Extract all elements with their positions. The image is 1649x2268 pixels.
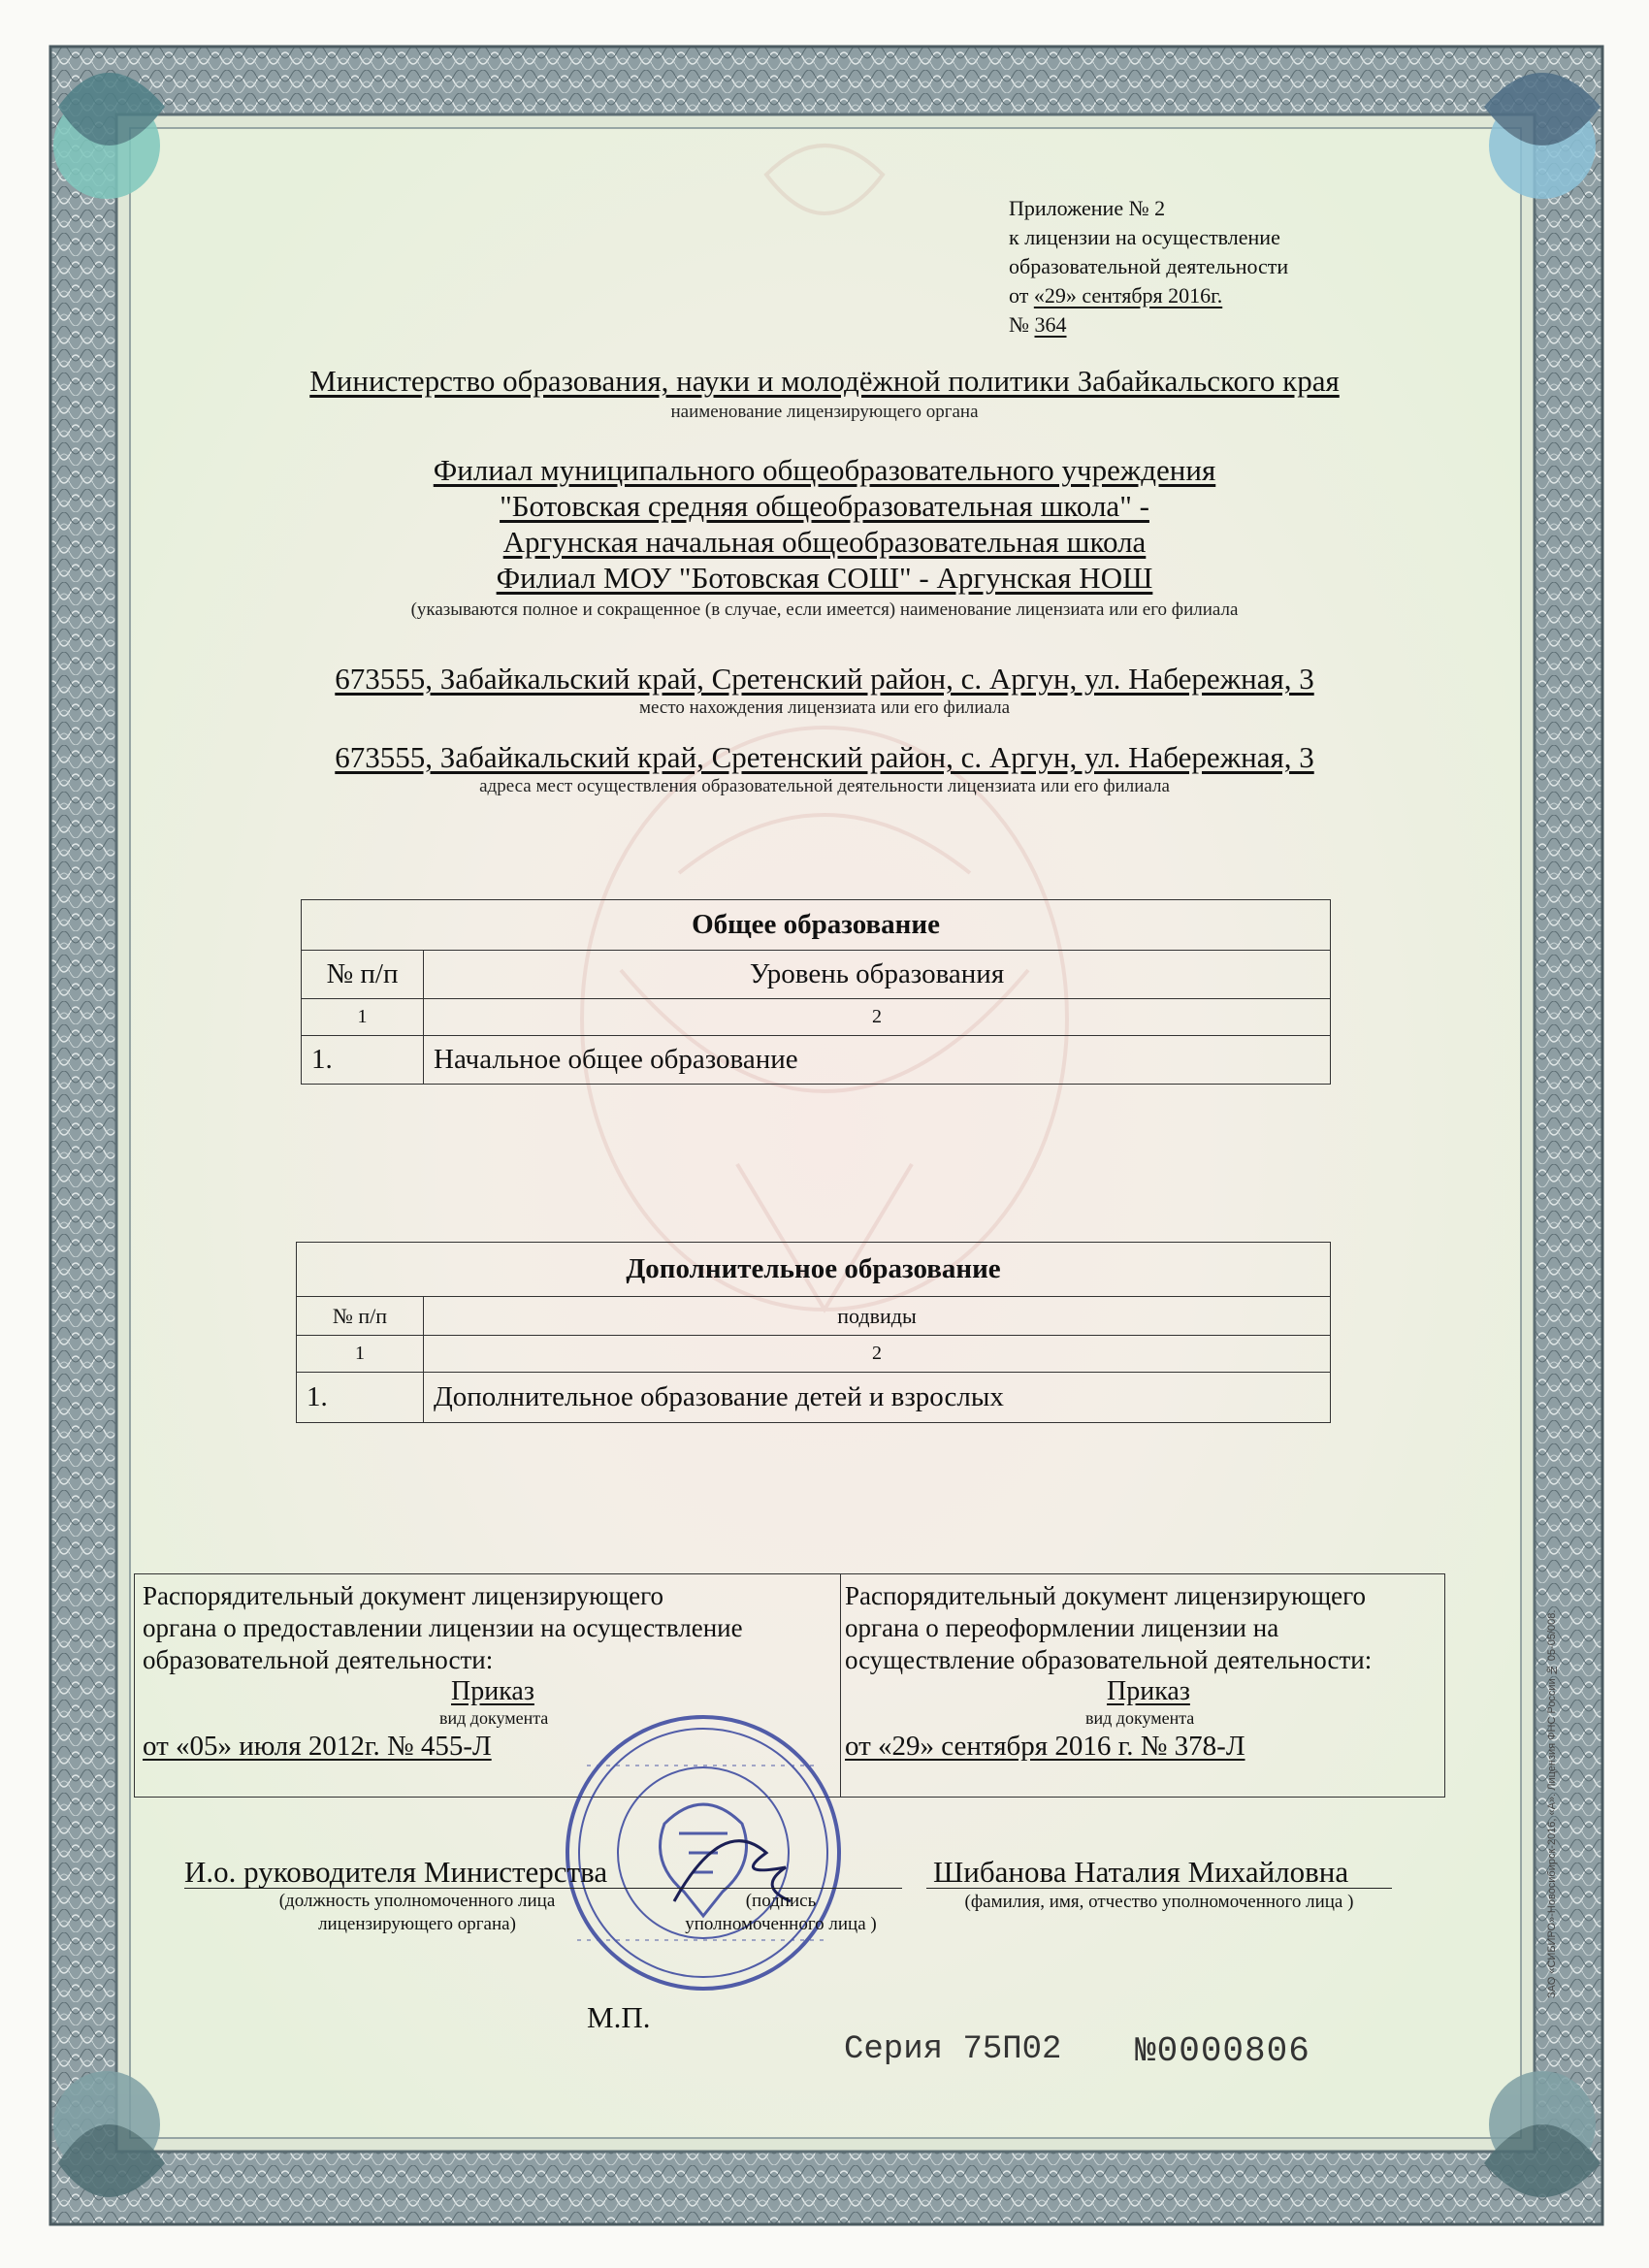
name-caption: (фамилия, имя, отчество уполномоченного лица ) (964, 1892, 1354, 1912)
order-right-line-1: Распорядительный документ лицензирующего (845, 1581, 1366, 1610)
name-underline (926, 1888, 1392, 1889)
appendix-date-prefix: от (1009, 283, 1034, 308)
appendix-line-2: к лицензии на осуществление (1009, 225, 1280, 249)
order-right-doc-caption: вид документа (1085, 1708, 1195, 1728)
signature-caption (660, 1890, 902, 1936)
position-title: И.о. руководителя Министерства (184, 1855, 608, 1889)
general-col2-number: 2 (424, 999, 1331, 1036)
additional-col2-number: 2 (424, 1336, 1331, 1373)
appendix-number-prefix: № (1009, 312, 1035, 337)
position-caption-line-2: лицензирующего органа) (318, 1914, 516, 1934)
position-caption (184, 1890, 650, 1936)
additional-row-1-subtype: Дополнительное образование детей и взрослых (424, 1373, 1331, 1423)
form-serial (844, 2031, 1061, 2068)
licensee-caption: (указываются полное и сокращенное (в случае, если имеется) наименование лицензиата или его филиала (410, 599, 1239, 620)
authority-block (136, 364, 1513, 399)
activity-address-block (136, 740, 1513, 775)
position-caption-line-1: (должность уполномоченного лица (278, 1891, 556, 1911)
general-table-title: Общее образование (302, 900, 1331, 951)
appendix-date-line (1009, 281, 1358, 310)
printer-imprint: ЗАО «СИБИРО»-Новосибирск-2016, «А». Лицензия ФНС России № 05-05/008. (1546, 1609, 1558, 1998)
stamp-place-mark: М.П. (587, 2000, 651, 2034)
licensee-line-3: Аргунская начальная общеобразовательная школа (502, 525, 1147, 559)
signatory-name: Шибанова Наталия Михайловна (933, 1855, 1349, 1889)
appendix-number-line (1009, 310, 1358, 340)
additional-education-table (296, 1242, 1331, 1423)
number-label: № (1135, 2031, 1157, 2071)
location-caption: место нахождения лицензиата или его филиала (638, 697, 1011, 718)
licensee-block (136, 452, 1513, 596)
order-right-date: от «29» сентября 2016 г. № 378-Л (845, 1731, 1245, 1762)
order-right-doc-type: Приказ (1107, 1676, 1190, 1706)
appendix-line-1: Приложение № 2 (1009, 196, 1166, 220)
additional-table-title: Дополнительное образование (297, 1243, 1331, 1297)
additional-col2-header: подвиды (424, 1297, 1331, 1336)
licensee-line-1: Филиал муниципального общеобразовательного учреждения (433, 453, 1216, 487)
license-number: 364 (1034, 312, 1067, 337)
position-underline (184, 1888, 660, 1889)
table-row (297, 1373, 1331, 1423)
order-right (840, 1574, 1448, 1797)
general-col2-header: Уровень образования (424, 951, 1331, 999)
order-left-line-3: образовательной деятельности: (143, 1645, 494, 1674)
signature-line (660, 1888, 902, 1889)
location-block (136, 662, 1513, 697)
appendix-header (1009, 194, 1358, 340)
licensee-line-4: Филиал МОУ "Ботовская СОШ" - Аргунская НОШ (496, 561, 1153, 595)
general-education-table (301, 899, 1331, 1085)
general-row-1-number: 1. (302, 1036, 424, 1085)
serial-label: Серия (844, 2031, 944, 2068)
activity-address-caption: адреса мест осуществления образовательной деятельности лицензиата или его филиала (479, 776, 1170, 796)
appendix-date: «29» сентября 2016г. (1033, 283, 1223, 308)
order-left-line-1: Распорядительный документ лицензирующего (143, 1581, 663, 1610)
authority-caption: наименование лицензирующего органа (670, 402, 979, 422)
additional-col1-number: 1 (297, 1336, 424, 1373)
activity-address: 673555, Забайкальский край, Сретенский район, с. Аргун, ул. Набережная, 3 (335, 740, 1314, 774)
authority-name: Министерство образования, науки и молодёжной политики Забайкальского края (309, 364, 1340, 398)
general-row-1-level: Начальное общее образование (424, 1036, 1331, 1085)
location-address: 673555, Забайкальский край, Сретенский район, с. Аргун, ул. Набережная, 3 (335, 662, 1314, 696)
order-left-line-2: органа о предоставлении лицензии на осуществление (143, 1613, 743, 1642)
general-col1-header: № п/п (302, 951, 424, 999)
signature-caption-line-1: (подпись (745, 1891, 817, 1911)
additional-col1-header: № п/п (297, 1297, 424, 1336)
order-left-date: от «05» июля 2012г. № 455-Л (143, 1731, 492, 1762)
appendix-line-3: образовательной деятельности (1009, 254, 1289, 278)
table-row (302, 1036, 1331, 1085)
additional-row-1-number: 1. (297, 1373, 424, 1423)
licensee-line-2: "Ботовская средняя общеобразовательная школа" - (500, 489, 1149, 523)
order-left-doc-type: Приказ (451, 1676, 534, 1706)
order-right-line-2: органа о переоформлении лицензии на (845, 1613, 1279, 1642)
order-right-line-3: осуществление образовательной деятельности: (845, 1645, 1373, 1674)
signature-caption-line-2: уполномоченного лица ) (685, 1914, 877, 1934)
general-col1-number: 1 (302, 999, 424, 1036)
number-value: 0000806 (1156, 2031, 1310, 2071)
official-seal (558, 1707, 849, 1998)
form-number (1135, 2031, 1310, 2071)
order-left-doc-caption: вид документа (439, 1708, 549, 1728)
serial-value: 75П02 (962, 2031, 1062, 2068)
